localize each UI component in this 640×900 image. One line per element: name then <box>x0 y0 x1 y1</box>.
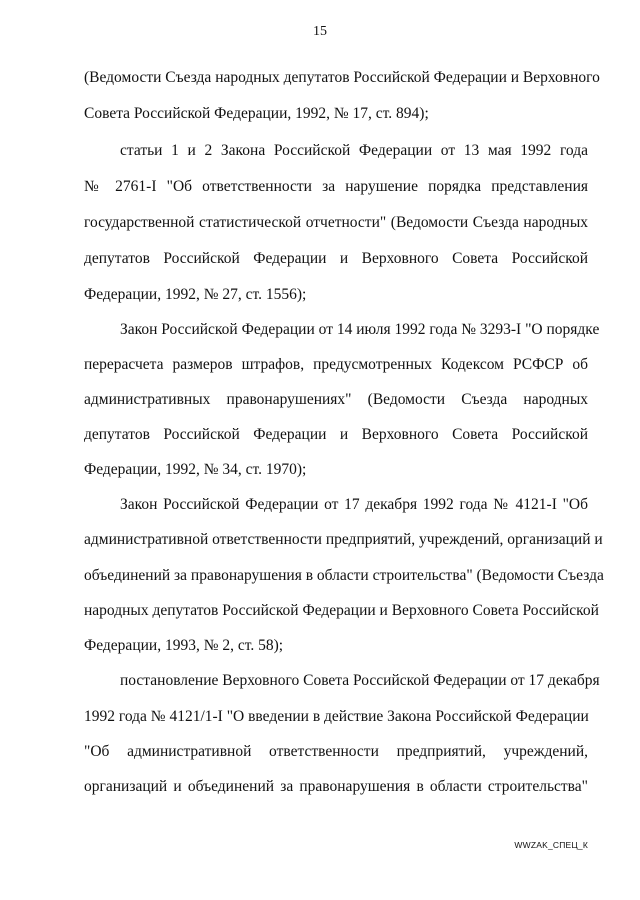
text-line: (Ведомости Съезда народных депутатов Российской Федерации и Верховного <box>84 69 600 86</box>
text-line: Федерации, 1992, № 27, ст. 1556); <box>84 286 307 303</box>
text-line: постановление Верховного Совета Российской Федерации от 17 декабря <box>120 672 600 689</box>
text-line: статьи 1 и 2 Закона Российской Федерации от 13 мая 1992 года <box>120 142 588 159</box>
text-line: объединений за правонарушения в области строительства" (Ведомости Съезда <box>84 567 604 584</box>
text-line: "Об административной ответственности предприятий, учреждений, <box>84 743 588 760</box>
text-line: депутатов Российской Федерации и Верховного Совета Российской <box>84 426 588 443</box>
text-line: административных правонарушениях" (Ведомости Съезда народных <box>84 391 588 408</box>
text-line: организаций и объединений за правонарушения в области строительства" <box>84 778 588 795</box>
text-line: перерасчета размеров штрафов, предусмотренных Кодексом РСФСР об <box>84 356 588 373</box>
text-line: Совета Российской Федерации, 1992, № 17, ст. 894); <box>84 105 429 122</box>
text-line: Федерации, 1992, № 34, ст. 1970); <box>84 461 307 478</box>
footer-code: WWZAK_СПЕЦ_К <box>514 840 588 850</box>
text-line: № 2761-I "Об ответственности за нарушение порядка представления <box>84 178 588 195</box>
page-number: 15 <box>313 24 327 39</box>
text-line: Закон Российской Федерации от 14 июля 1992 года № 3293-I "О порядке <box>120 321 600 338</box>
text-line: Закон Российской Федерации от 17 декабря 1992 года № 4121-I "Об <box>120 496 588 513</box>
text-line: депутатов Российской Федерации и Верховного Совета Российской <box>84 250 588 267</box>
text-line: Федерации, 1993, № 2, ст. 58); <box>84 637 284 654</box>
text-line: административной ответственности предприятий, учреждений, организаций и <box>84 531 603 548</box>
text-line: 1992 года № 4121/1-I "О введении в действие Закона Российской Федерации <box>84 708 589 725</box>
text-line: народных депутатов Российской Федерации и Верховного Совета Российской <box>84 602 599 619</box>
text-line: государственной статистической отчетности" (Ведомости Съезда народных <box>84 214 588 231</box>
